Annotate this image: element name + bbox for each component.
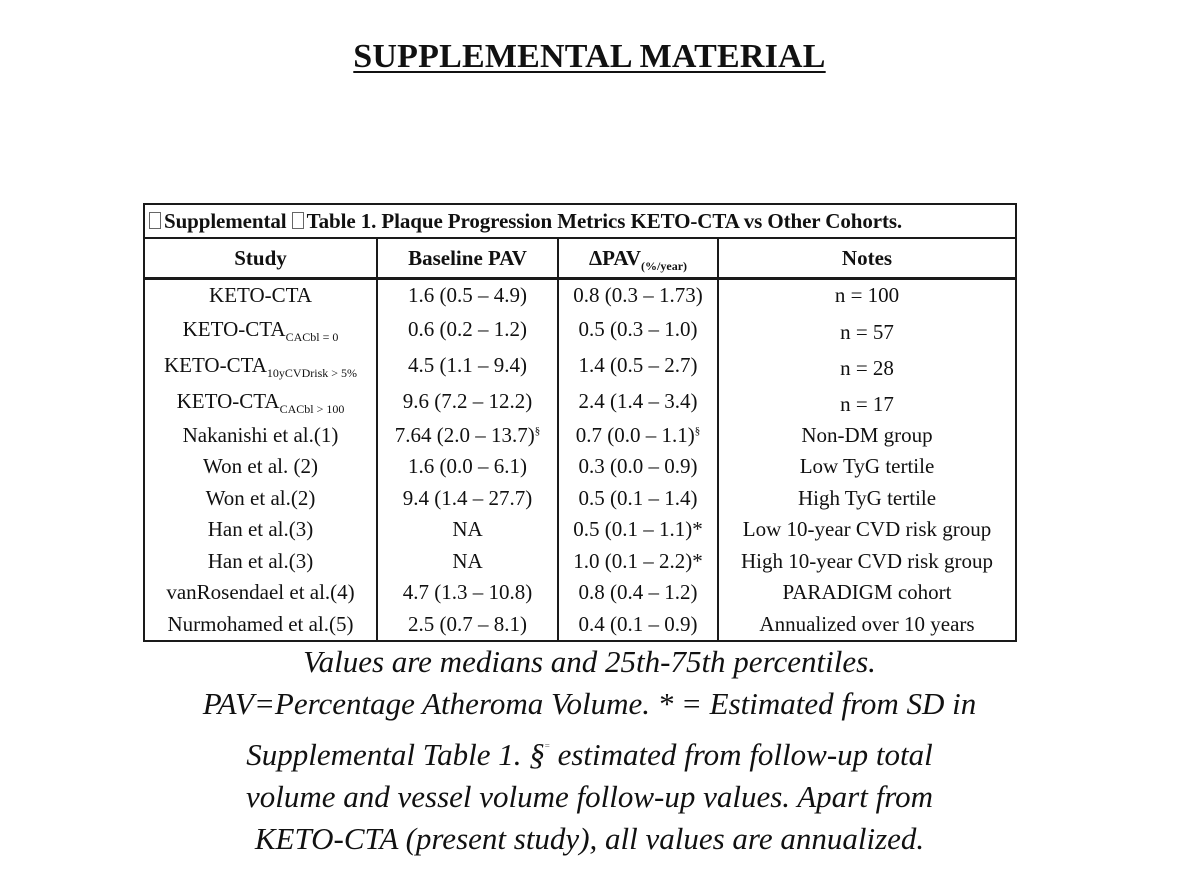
notes-cell	[718, 514, 1016, 546]
table-footnote	[0, 641, 1179, 860]
header-notes: Notes	[718, 238, 1016, 279]
study-name: Nurmohamed et al.(5)	[167, 611, 354, 636]
delta-pav-cell	[558, 312, 718, 348]
header-delta-sub: (%/year)	[641, 258, 688, 273]
delta-pav-cell	[558, 420, 718, 452]
table-caption-row	[144, 204, 1016, 238]
study-cell	[144, 546, 377, 578]
caption-part-1: Supplemental	[164, 208, 292, 233]
placeholder-box-icon	[149, 212, 161, 229]
baseline-value: 4.7 (1.3 – 10.8)	[402, 580, 533, 605]
baseline-value: 0.6 (0.2 – 1.2)	[408, 317, 527, 341]
study-cell	[144, 279, 377, 312]
study-cell	[144, 483, 377, 515]
study-name: KETO-CTA	[182, 317, 286, 341]
delta-value: 0.5 (0.1 – 1.1)*	[573, 517, 703, 542]
study-name: Nakanishi et al.(1)	[182, 422, 339, 447]
delta-value: 0.4 (0.1 – 0.9)	[578, 611, 698, 636]
footnote-line-5: KETO-CTA (present study), all values are annualized.	[254, 821, 925, 856]
delta-pav-cell	[558, 451, 718, 483]
notes-value: Low TyG tertile	[799, 454, 935, 479]
baseline-pav-cell	[377, 483, 558, 515]
table-header-row	[144, 238, 1016, 279]
study-cell	[144, 451, 377, 483]
table-caption	[144, 204, 1016, 238]
footnote-line-3a: Supplemental Table 1. §	[246, 737, 545, 772]
baseline-mark: §	[534, 424, 541, 437]
study-name: KETO-CTA	[209, 283, 312, 308]
baseline-pav-cell	[377, 384, 558, 420]
table-row	[144, 451, 1016, 483]
baseline-pav-cell	[377, 279, 558, 312]
notes-value: PARADIGM cohort	[782, 580, 952, 605]
notes-cell	[718, 279, 1016, 312]
notes-cell	[718, 546, 1016, 578]
table-row	[144, 483, 1016, 515]
delta-pav-cell	[558, 609, 718, 642]
header-delta-main: ΔPAV	[588, 245, 642, 270]
delta-pav-cell	[558, 384, 718, 420]
delta-pav-cell	[558, 577, 718, 609]
study-name: KETO-CTA	[176, 389, 280, 413]
study-subscript: 10yCVDrisk > 5%	[266, 366, 358, 380]
study-cell	[144, 420, 377, 452]
delta-value: 0.5 (0.3 – 1.0)	[578, 317, 698, 341]
baseline-value: 1.6 (0.5 – 4.9)	[408, 283, 527, 308]
baseline-value: 7.64 (2.0 – 13.7)	[394, 422, 535, 447]
header-delta-pav	[558, 238, 718, 279]
header-study: Study	[144, 238, 377, 279]
delta-value: 2.4 (1.4 – 3.4)	[578, 389, 698, 413]
notes-value: Annualized over 10 years	[759, 611, 975, 636]
placeholder-box-icon	[292, 212, 304, 229]
table-row	[144, 546, 1016, 578]
notes-value: n = 17	[840, 391, 894, 416]
study-cell	[144, 577, 377, 609]
notes-cell	[718, 609, 1016, 642]
table-row	[144, 384, 1016, 420]
notes-value: Non-DM group	[801, 422, 933, 447]
baseline-pav-cell	[377, 451, 558, 483]
study-cell	[144, 514, 377, 546]
baseline-value: NA	[452, 548, 483, 573]
delta-value: 1.0 (0.1 – 2.2)*	[573, 548, 703, 573]
notes-cell	[718, 483, 1016, 515]
study-name: vanRosendael et al.(4)	[166, 580, 355, 605]
baseline-value: 2.5 (0.7 – 8.1)	[408, 611, 527, 636]
notes-cell	[718, 451, 1016, 483]
baseline-value: 9.6 (7.2 – 12.2)	[402, 389, 533, 413]
delta-value: 0.8 (0.3 – 1.73)	[573, 283, 703, 308]
footnote-line-1: Values are medians and 25th-75th percentiles.	[303, 644, 876, 679]
baseline-pav-cell	[377, 348, 558, 384]
table-row	[144, 312, 1016, 348]
study-name: Won et al.(2)	[205, 485, 316, 510]
study-subscript: CACbl > 100	[279, 402, 345, 416]
delta-value: 0.5 (0.1 – 1.4)	[578, 485, 698, 510]
plaque-progression-table	[143, 203, 1017, 642]
table-row	[144, 420, 1016, 452]
notes-value: Low 10-year CVD risk group	[742, 517, 992, 542]
notes-value: n = 28	[840, 355, 894, 380]
baseline-value: NA	[452, 517, 483, 542]
delta-value: 0.7 (0.0 – 1.1)	[575, 422, 695, 447]
table-row	[144, 577, 1016, 609]
delta-pav-cell	[558, 483, 718, 515]
baseline-pav-cell	[377, 420, 558, 452]
baseline-pav-cell	[377, 546, 558, 578]
study-name: Han et al.(3)	[207, 548, 314, 573]
notes-cell	[718, 420, 1016, 452]
delta-value: 1.4 (0.5 – 2.7)	[578, 353, 698, 377]
notes-cell	[718, 577, 1016, 609]
footnote-line-3	[0, 725, 1179, 776]
delta-pav-cell	[558, 546, 718, 578]
baseline-value: 9.4 (1.4 – 27.7)	[402, 485, 533, 510]
baseline-value: 4.5 (1.1 – 9.4)	[408, 353, 527, 377]
footnote-line-3b: estimated from follow-up total	[549, 737, 933, 772]
study-cell	[144, 609, 377, 642]
notes-value: n = 100	[834, 283, 900, 308]
study-cell	[144, 312, 377, 348]
table-row	[144, 348, 1016, 384]
baseline-value: 1.6 (0.0 – 6.1)	[408, 454, 527, 479]
study-subscript: CACbl = 0	[285, 330, 339, 344]
table-row	[144, 279, 1016, 312]
delta-value: 0.8 (0.4 – 1.2)	[578, 580, 698, 605]
delta-pav-cell	[558, 279, 718, 312]
footnote-line-4: volume and vessel volume follow-up values. Apart from	[245, 779, 934, 814]
study-cell	[144, 384, 377, 420]
study-name: Won et al. (2)	[203, 454, 318, 479]
footnote-line-2: PAV=Percentage Atheroma Volume. * = Estimated from SD in	[202, 686, 977, 721]
notes-cell	[718, 384, 1016, 420]
study-name: Han et al.(3)	[207, 517, 314, 542]
notes-value: High 10-year CVD risk group	[741, 548, 993, 573]
delta-pav-cell	[558, 348, 718, 384]
table-row	[144, 514, 1016, 546]
study-name: KETO-CTA	[163, 353, 267, 377]
study-cell	[144, 348, 377, 384]
delta-value: 0.3 (0.0 – 0.9)	[578, 454, 698, 479]
baseline-pav-cell	[377, 514, 558, 546]
baseline-pav-cell	[377, 312, 558, 348]
baseline-pav-cell	[377, 577, 558, 609]
header-baseline-pav: Baseline PAV	[377, 238, 558, 279]
notes-cell	[718, 348, 1016, 384]
page-title: SUPPLEMENTAL MATERIAL	[353, 38, 826, 75]
baseline-pav-cell	[377, 609, 558, 642]
footnote-tiny-glyph: =	[544, 741, 550, 751]
notes-cell	[718, 312, 1016, 348]
delta-pav-cell	[558, 514, 718, 546]
delta-mark: §	[694, 424, 701, 437]
notes-value: High TyG tertile	[797, 485, 937, 510]
table-body	[144, 279, 1016, 642]
notes-value: n = 57	[840, 319, 894, 344]
table-row	[144, 609, 1016, 642]
caption-part-2: Table 1. Plaque Progression Metrics KETO-CTA vs Other Cohorts.	[306, 208, 903, 233]
